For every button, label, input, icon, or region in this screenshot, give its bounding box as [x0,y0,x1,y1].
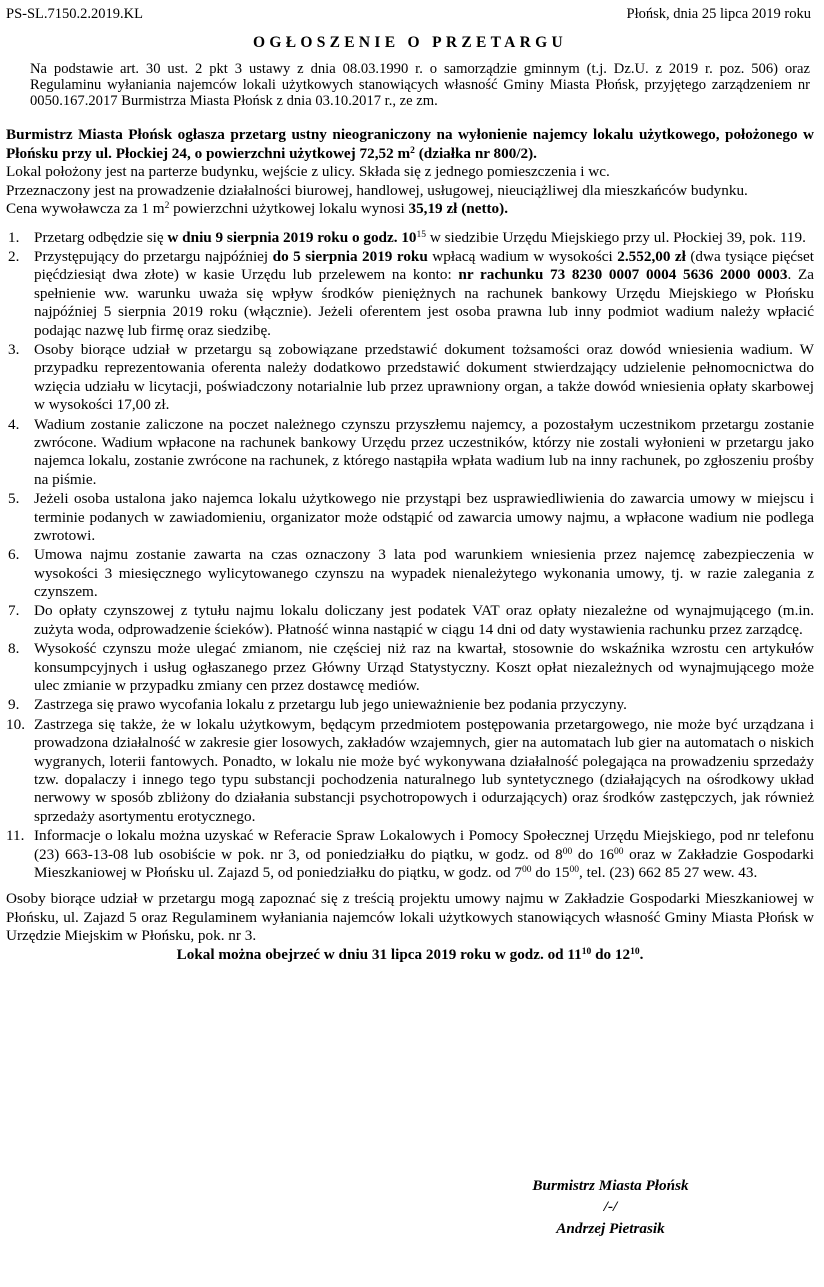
list-item [6,827,814,882]
price-text-b: powierzchni użytkowej lokalu wynosi [169,200,409,218]
viewing-date: Lokal można obejrzeć w dniu 31 lipca 2019 roku w godz. od $11^{10}$ do $12^{10}$. [176,946,644,964]
lead-tail: (działka nr 800/2). [414,144,537,162]
item-number: 3. [8,340,20,358]
item-text: Jeżeli osoba ustalona jako najemca lokalu użytkowego nie przystąpi bez usprawiedliwienia do zawarcia umowy w miejscu i terminie podanych w zawiadomieniu, organizator może odstąpić od zawarcia umowy najmu, a wpłacone wadium nie podlega zwrotowi. [34,490,814,544]
signature-title: Burmistrz Miasta Płońsk [532,1177,689,1194]
item-number: 8. [8,640,20,658]
signature-mark: /-/ [603,1198,618,1216]
item-text: Umowa najmu zostanie zawarta na czas oznaczony 3 lata pod warunkiem wniesienia przez najemcę zabezpieczenia w wysokości 3 miesięcznego wylicytowanego czynszu na wypadek nienależytego wykonania umowy, tj. w razie zalegania z czynszem. [34,546,814,601]
lead-statement [6,126,814,164]
premises-purpose: Przeznaczony jest na prowadzenie działalności biurowej, handlowej, usługowej, nieuciążliwej dla mieszkańców budynku. [6,181,748,199]
price-value: 35,19 zł (netto). [408,200,509,218]
item-number: 9. [8,696,20,714]
lead-text: Burmistrz Miasta Płońsk ogłasza przetarg ustny nieograniczony na wyłonienie najemcy lokalu użytkowego, położonego w Płońsku przy ul. Płockiej 24, o powierzchni użytkowej 72,52 m [6,125,814,162]
list-item [6,490,814,545]
item-text: Zastrzega się prawo wycofania lokalu z przetargu lub jego unieważnienie bez podania przyczyny. [34,696,627,714]
item-number: 7. [8,602,20,620]
item-number: 5. [8,490,20,508]
item-text: Do opłaty czynszowej z tytułu najmu lokalu doliczany jest podatek VAT oraz opłaty niezależne od wynajmującego (m.in. zużyta woda, odprowadzenie ścieków). Płatność winna nastąpić w ciągu 14 dni od daty wystawienia rachunku przez zarządcę. [34,602,814,638]
item-number: 11. [6,827,25,845]
item-text: Informacje o lokalu można uzyskać w Referacie Spraw Lokalowych i Pomocy Społecznej Urzędu Miejskiego, pod nr telefonu (23) 663-13-08 lub osobiście w pok. nr 3, od poniedziałku do piątku, w godz. od $8^{00}$ do $16^{00}$ oraz w Zakładzie Gospodarki Mieszkaniowej w Płońsku ul. Zajazd 5, od poniedziałku do piątku, w godz. od $7^{00}$ do $15^{00}$, tel. (23) 662 85 27 wew. 43. [34,827,814,881]
list-item [6,716,814,826]
item-text: Osoby biorące udział w przetargu są zobowiązane przedstawić dokument tożsamości oraz dowód wniesienia wadium. W przypadku reprezentowania oferenta należy dodatkowo przedstawić dokument stwierdzający udzielenie pełnomocnictwa do wzięcia udziału w licytacji, poświadczony notarialnie lub przez uprawniony organ, a także dowód wniesienia opłaty skarbowej w wysokości 17,00 zł. [34,340,814,414]
item-text: Wysokość czynszu może ulegać zmianom, nie częściej niż raz na kwartał, stosownie do wskaźnika wzrostu cen artykułów konsumpcyjnych i usług ogłaszanego przez Główny Urząd Statystyczny. Koszt opłat niezależnych od wynajmującego może ulec zmianie w przypadku zmiany cen przez dostawcę mediów. [34,640,814,695]
legal-basis: Na podstawie art. 30 ust. 2 pkt 3 ustawy z dnia 08.03.1990 r. o samorządzie gminnym (t.j. Dz.U. z 2019 r. poz. 506) oraz Regulaminu wyłaniania najemców lokali użytkowych stanowiących własność Gminy Miasta Płońsk, przyjętego zarządzeniem nr 0050.167.2017 Burmistrza Miasta Płońsk z dnia 03.10.2017 r., ze zm. [30,60,810,110]
list-item [6,640,814,695]
item-number: 10. [6,715,25,733]
price-sup: 2 [164,201,170,212]
header-row [6,6,814,28]
list-item [6,248,814,340]
lead-sup: 2 [410,145,415,156]
reference-number: PS-SL.7150.2.2019.KL [6,6,143,22]
list-item [6,602,814,639]
item-number: 4. [8,415,20,433]
premises-location: Lokal położony jest na parterze budynku, wejście z ulicy. Składa się z jednego pomieszczenia i wc. [6,163,610,181]
signature-name: Andrzej Pietrasik [556,1219,665,1237]
conditions-list [6,229,814,883]
item-text: Zastrzega się także, że w lokalu użytkowym, będącym przedmiotem postępowania przetargowego, nie może być urządzana i prowadzona działalność w zakresie gier losowych, zakładów wzajemnych, gier na automatach lub gier na automatach o niskich wygranych, loterii fantowych. Ponadto, w lokalu nie może być wykonywana działalność polegająca na prowadzeniu sprzedaży tzw. dopalaczy i innego tego typu substancji pochodzenia naturalnego lub syntetycznego (działających na ośrodkowy układ nerwowy w sposób zbliżony do działania substancji psychotropowych i odurzających) oraz środków zastępczych, jak również sprzedaży asortymentu erotycznego. [34,715,814,825]
signature-block [508,1174,713,1241]
list-item [6,416,814,490]
announcement-page [6,6,814,965]
item-text: Przystępujący do przetargu najpóźniej do 5 sierpnia 2019 roku wpłacą wadium w wysokości 2.552,00 zł (dwa tysiące pięćset pięćdziesiąt dwa złote) w kasie Urzędu lub przelewem na konto: nr rachunku 73 8230 0007 0004 5636 2000 0003. Za spełnienie ww. warunku uważa się wpływ środków pieniężnych na rachunek bankowy Urzędu Miejskiego w Płońsku najpóźniej 5 sierpnia 2019 roku (włącznie). Jeżeli oferentem jest osoba prawna lub inny podmiot wadium należy wpłacić podając nazwę lub firmę oraz siedzibę. [34,248,815,339]
document-title: OGŁOSZENIE O PRZETARGU [253,34,567,51]
list-item [6,229,814,247]
item-number: 1. [8,228,20,246]
item-number: 6. [8,546,20,564]
draft-contract-info: Osoby biorące udział w przetargu mogą zapoznać się z treścią projektu umowy najmu w Zakładzie Gospodarki Mieszkaniowej w Płońsku, ul. Zajazd 5 oraz Regulaminem wyłaniania najemców lokali użytkowych stanowiących własność Gminy Miasta Płońsk w Urzędzie Miejskim w Płońsku, pok. nr 3. [6,890,814,945]
list-item [6,341,814,415]
list-item [6,696,814,714]
item-number: 2. [8,248,20,266]
starting-price [6,200,814,218]
item-text: Przetarg odbędzie się w dniu 9 sierpnia 2019 roku o godz. $10^{15}$ w siedzibie Urzędu Miejskiego przy ul. Płockiej 39, pok. 119. [34,228,806,246]
list-item [6,546,814,601]
place-date: Płońsk, dnia 25 lipca 2019 roku [626,6,811,22]
price-text-a: Cena wywoławcza za 1 m [6,200,165,218]
item-text: Wadium zostanie zaliczone na poczet należnego czynszu przyszłemu najemcy, a pozostałym uczestnikom przetargu zostanie zwrócone. Wadium wpłacone na rachunek bankowy Urzędu przez uczestników, którzy nie zostali wyłonieni w przetargu jako najemca lokalu, zostanie zwrócone na rachunek, z którego nastąpiła wpłata wadium lub na inny rachunek, po zgłoszeniu prośby na piśmie. [34,415,814,488]
